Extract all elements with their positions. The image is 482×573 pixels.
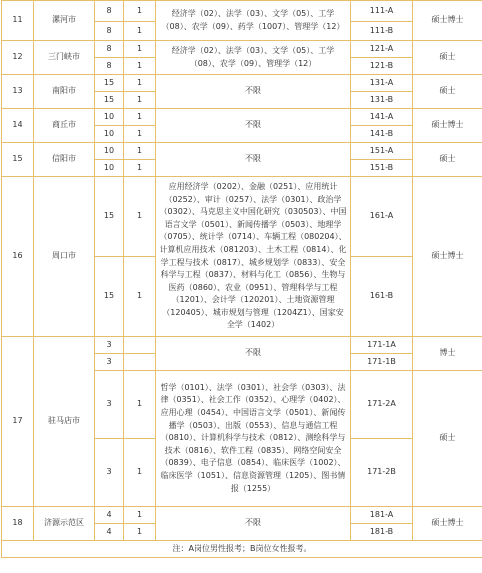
unit-count: 1 bbox=[124, 143, 156, 160]
city-name: 信阳市 bbox=[34, 143, 95, 177]
major-requirement: 不限 bbox=[156, 109, 351, 143]
unit-count: 1 bbox=[124, 257, 156, 337]
row-number: 17 bbox=[2, 337, 34, 507]
unit-count: 1 bbox=[124, 1, 156, 22]
city-name: 商丘市 bbox=[34, 109, 95, 143]
post-count: 3 bbox=[95, 371, 124, 439]
row-number: 15 bbox=[2, 143, 34, 177]
post-code: 121-A bbox=[351, 41, 413, 58]
table-row bbox=[2, 337, 482, 354]
table-row bbox=[2, 507, 482, 524]
post-count: 10 bbox=[95, 109, 124, 126]
recruitment-table bbox=[1, 0, 482, 558]
post-code: 151-A bbox=[351, 143, 413, 160]
table-row bbox=[2, 541, 482, 558]
post-count: 10 bbox=[95, 160, 124, 177]
post-count: 15 bbox=[95, 257, 124, 337]
city-name: 三门峡市 bbox=[34, 41, 95, 75]
degree: 硕士博士 bbox=[413, 507, 482, 541]
degree: 硕士 bbox=[413, 75, 482, 109]
row-number: 13 bbox=[2, 75, 34, 109]
major-requirement: 不限 bbox=[156, 337, 351, 371]
post-count: 3 bbox=[95, 354, 124, 371]
post-code: 181-B bbox=[351, 524, 413, 541]
post-count: 15 bbox=[95, 75, 124, 92]
unit-count: 1 bbox=[124, 92, 156, 109]
post-count: 15 bbox=[95, 92, 124, 109]
post-code: 141-B bbox=[351, 126, 413, 143]
unit-count bbox=[124, 337, 156, 354]
post-count: 4 bbox=[95, 507, 124, 524]
major-requirement: 不限 bbox=[156, 143, 351, 177]
unit-count: 1 bbox=[124, 58, 156, 75]
row-number: 16 bbox=[2, 177, 34, 337]
post-count: 4 bbox=[95, 524, 124, 541]
table-row bbox=[2, 41, 482, 58]
city-name: 周口市 bbox=[34, 177, 95, 337]
post-code: 171-2A bbox=[351, 371, 413, 439]
post-count: 3 bbox=[95, 337, 124, 354]
unit-count: 1 bbox=[124, 439, 156, 507]
post-code: 171-1B bbox=[351, 354, 413, 371]
row-number: 18 bbox=[2, 507, 34, 541]
city-name: 漯河市 bbox=[34, 1, 95, 41]
post-code: 171-2B bbox=[351, 439, 413, 507]
post-code: 111-A bbox=[351, 1, 413, 22]
unit-count: 1 bbox=[124, 109, 156, 126]
major-requirement: 应用经济学（0202）、金融（0251）、应用统计（0252）、审计（0257）、法学（0301）、政治学（0302）、马克思主义中国化研究（030503）、中国语言文学（0501）、新闻传播学（0503）、地理学（0705）、统计学（0714）、车辆工程（080204）、计算机应用技术（081203）、土木工程（0814）、化学工程与技术（0817）、城乡规划学（0833）、安全科学与工程（0837）、材料与化工（0856）、生物与医药（0860）、农业（0951）、管理科学与工程（1201）、会计学（120201）、土地资源管理（120405）、城市规划与管理（1204Z1）、国家安全学（1402） bbox=[156, 177, 351, 337]
post-code: 121-B bbox=[351, 58, 413, 75]
major-requirement: 哲学（0101）、法学（0301）、社会学（0303）、法律（0351）、社会工作（0352）、心理学（0402）、应用心理（0454）、中国语言文学（0501）、新闻传播学（0503）、出版（0553）、信息与通信工程（0810）、计算机科学与技术（0812）、测绘科学与技术（0816）、软件工程（0835）、网络空间安全（0839）、电子信息（0854）、临床医学（1002）、临床医学（1051）、信息资源管理（1205）、图书情报（1255） bbox=[156, 371, 351, 507]
post-code: 171-1A bbox=[351, 337, 413, 354]
post-code: 141-A bbox=[351, 109, 413, 126]
post-code: 161-A bbox=[351, 177, 413, 257]
major-requirement: 不限 bbox=[156, 75, 351, 109]
major-requirement: 经济学（02）、法学（03）、文学（05）、工学（08）、农学（09）、药学（1007）、管理学（12） bbox=[156, 1, 351, 41]
row-number: 11 bbox=[2, 1, 34, 41]
city-name: 南阳市 bbox=[34, 75, 95, 109]
degree: 博士 bbox=[413, 337, 482, 371]
post-code: 131-A bbox=[351, 75, 413, 92]
post-count: 8 bbox=[95, 41, 124, 58]
unit-count: 1 bbox=[124, 22, 156, 41]
unit-count: 1 bbox=[124, 524, 156, 541]
unit-count: 1 bbox=[124, 160, 156, 177]
unit-count: 1 bbox=[124, 177, 156, 257]
post-count: 10 bbox=[95, 126, 124, 143]
post-count: 3 bbox=[95, 439, 124, 507]
major-requirement: 经济学（02）、法学（03）、文学（05）、工学（08）、农学（09）、管理学（12） bbox=[156, 41, 351, 75]
post-count: 15 bbox=[95, 177, 124, 257]
table-row bbox=[2, 1, 482, 22]
post-count: 8 bbox=[95, 1, 124, 22]
table-row bbox=[2, 75, 482, 92]
degree: 硕士 bbox=[413, 371, 482, 507]
degree: 硕士博士 bbox=[413, 109, 482, 143]
post-code: 161-B bbox=[351, 257, 413, 337]
city-name: 济源示范区 bbox=[34, 507, 95, 541]
unit-count: 1 bbox=[124, 126, 156, 143]
post-code: 111-B bbox=[351, 22, 413, 41]
major-requirement: 不限 bbox=[156, 507, 351, 541]
row-number: 14 bbox=[2, 109, 34, 143]
table-note: 注：A岗位男性报考；B岗位女性报考。 bbox=[2, 541, 482, 558]
post-count: 10 bbox=[95, 143, 124, 160]
post-count: 8 bbox=[95, 22, 124, 41]
degree: 硕士博士 bbox=[413, 177, 482, 337]
post-count: 8 bbox=[95, 58, 124, 75]
table-row bbox=[2, 177, 482, 257]
unit-count: 1 bbox=[124, 75, 156, 92]
table-row bbox=[2, 109, 482, 126]
post-code: 151-B bbox=[351, 160, 413, 177]
post-code: 131-B bbox=[351, 92, 413, 109]
table-row bbox=[2, 143, 482, 160]
post-code: 181-A bbox=[351, 507, 413, 524]
unit-count: 1 bbox=[124, 371, 156, 439]
row-number: 12 bbox=[2, 41, 34, 75]
degree: 硕士 bbox=[413, 143, 482, 177]
unit-count: 1 bbox=[124, 41, 156, 58]
degree: 硕士博士 bbox=[413, 1, 482, 41]
degree: 硕士 bbox=[413, 41, 482, 75]
city-name: 驻马店市 bbox=[34, 337, 95, 507]
unit-count bbox=[124, 354, 156, 371]
unit-count: 1 bbox=[124, 507, 156, 524]
